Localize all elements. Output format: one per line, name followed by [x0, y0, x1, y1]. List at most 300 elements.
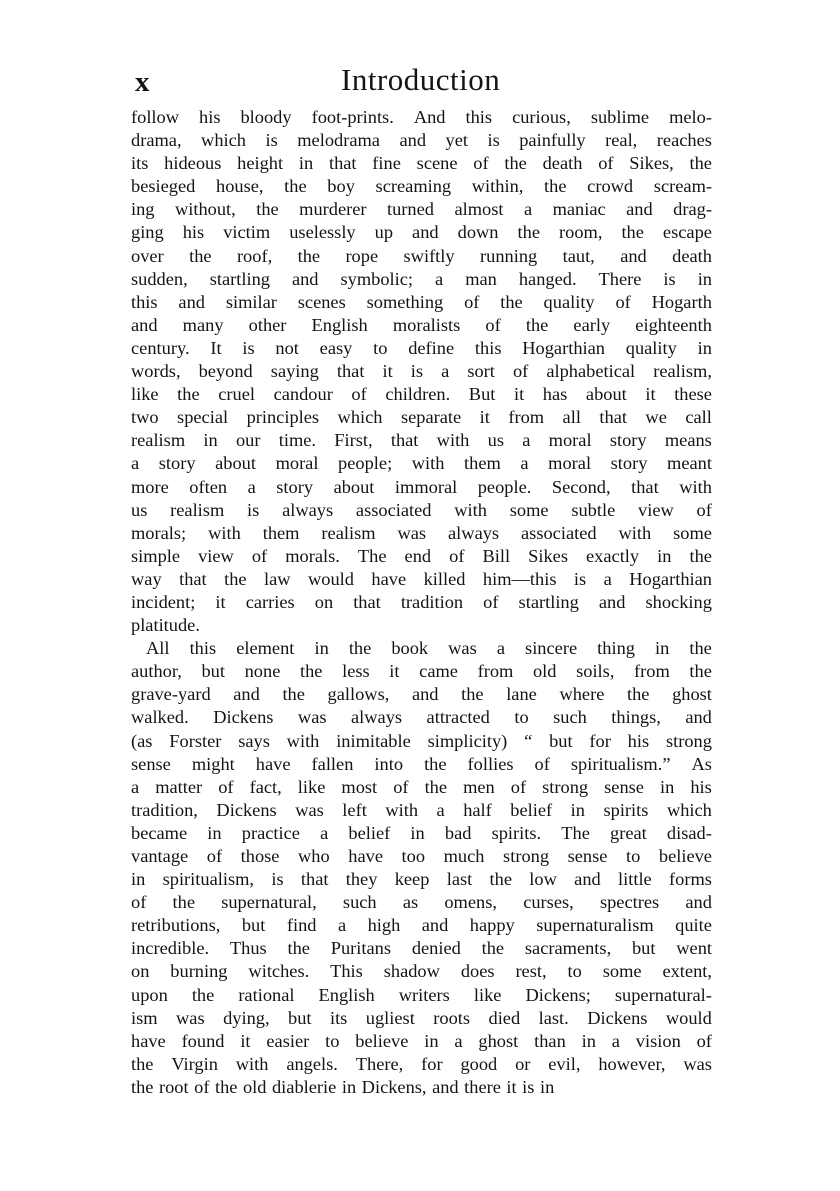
word: Bill	[482, 545, 511, 566]
word: keep	[394, 869, 430, 890]
word: follies	[467, 753, 514, 774]
word: a	[435, 268, 444, 289]
word: a	[603, 568, 612, 589]
word: is	[487, 130, 500, 151]
word: morals.	[285, 545, 340, 566]
word: might	[191, 753, 235, 774]
word: great	[610, 822, 647, 843]
word: grave-yard	[131, 684, 211, 705]
word: and	[574, 869, 601, 890]
word: English	[318, 984, 375, 1005]
word: the	[481, 938, 505, 959]
word: the	[172, 892, 195, 913]
word: dying,	[223, 1007, 270, 1028]
word: carries	[245, 591, 295, 612]
word: and	[399, 130, 427, 151]
word: roof,	[236, 245, 273, 266]
word: moral	[548, 430, 592, 451]
word: alphabetical	[546, 361, 636, 382]
word: it	[382, 361, 393, 382]
word: have	[348, 846, 383, 866]
word: This	[330, 961, 363, 982]
word: upon	[131, 984, 168, 1005]
word: however,	[598, 1053, 666, 1074]
word: of	[485, 314, 501, 335]
word: most	[341, 776, 378, 797]
word: a	[131, 776, 140, 797]
word: walked.	[131, 707, 189, 728]
word: those	[240, 846, 280, 866]
word: in	[697, 268, 712, 289]
text-line	[131, 706, 712, 729]
word: curious,	[512, 107, 571, 127]
word: and	[685, 892, 712, 913]
word: from	[508, 407, 545, 428]
word: and	[620, 245, 647, 266]
word: it	[389, 661, 400, 682]
word: on	[314, 591, 334, 612]
word: to	[514, 707, 529, 728]
word: cruel	[218, 384, 255, 405]
word: with	[454, 499, 487, 520]
word: went	[676, 938, 712, 959]
word: subtle	[571, 499, 616, 520]
word: it	[506, 1076, 517, 1097]
word: room,	[559, 222, 603, 243]
text-line	[131, 129, 712, 152]
word: forms	[669, 869, 712, 890]
word: Forster	[169, 730, 222, 751]
word: principles	[246, 407, 320, 428]
word: the	[544, 176, 567, 197]
page-header	[131, 62, 712, 106]
word: startling	[209, 268, 270, 289]
word: associated	[355, 499, 432, 520]
word: much	[443, 846, 485, 866]
word: extent,	[662, 961, 712, 982]
word: them	[262, 522, 300, 543]
word: realism,	[653, 361, 712, 382]
word: with	[385, 799, 419, 820]
word: ing	[131, 199, 155, 220]
word: Sikes	[528, 545, 568, 566]
word: them	[464, 453, 501, 474]
word: fine	[372, 153, 401, 174]
word: lane	[506, 684, 537, 705]
word: attracted	[426, 707, 490, 728]
word: realism	[131, 430, 186, 451]
word: boy	[327, 176, 355, 197]
word: all	[562, 407, 581, 428]
word: his	[627, 730, 650, 751]
word: supernaturalism	[536, 915, 654, 936]
word: it	[513, 384, 525, 405]
word: murderer	[299, 199, 367, 220]
word: witches.	[248, 961, 310, 982]
text-line	[131, 799, 712, 822]
word: the	[626, 684, 650, 705]
word: that	[179, 568, 207, 589]
text-line	[131, 360, 712, 383]
word: always	[351, 707, 403, 728]
word: ging	[131, 222, 164, 243]
word: inimitable	[336, 730, 411, 751]
word: Hogarthian	[522, 337, 605, 358]
word: the	[689, 638, 712, 659]
word: taut,	[562, 245, 595, 266]
word: little	[618, 869, 652, 890]
word: and	[233, 684, 260, 705]
word: is	[410, 361, 424, 382]
text-line	[131, 1030, 712, 1053]
word: some	[673, 522, 712, 543]
word: the	[424, 776, 448, 797]
word: ism	[131, 1007, 158, 1028]
word: but	[201, 661, 225, 682]
word: time.	[278, 430, 317, 451]
word: in	[657, 545, 672, 566]
word: that	[599, 407, 627, 428]
word: in	[655, 638, 670, 659]
word: in	[207, 822, 222, 843]
word: people;	[338, 453, 393, 474]
word: and	[432, 1076, 459, 1097]
word: more	[131, 476, 169, 497]
word: without,	[174, 199, 236, 220]
word: in	[697, 337, 712, 358]
text-line	[131, 960, 712, 983]
word: for	[421, 1053, 443, 1074]
word: not	[275, 337, 299, 358]
word: a	[523, 199, 533, 220]
word: which	[666, 799, 712, 820]
word: shadow	[383, 961, 440, 982]
word: which	[337, 407, 383, 428]
word: within,	[471, 176, 524, 197]
word: There,	[355, 1053, 404, 1074]
word: almost	[454, 199, 504, 220]
word: is	[573, 568, 587, 589]
word: but	[241, 915, 266, 936]
word: It	[210, 337, 222, 358]
word: escape	[662, 222, 712, 243]
word: about	[333, 476, 375, 497]
word: and	[626, 199, 653, 220]
word: about	[585, 384, 627, 405]
word: foot-prints.	[311, 107, 394, 127]
word: was	[683, 1053, 712, 1074]
word: Puritans	[330, 938, 392, 959]
word: simplicity)	[427, 730, 508, 751]
word: his	[199, 107, 221, 127]
text-line	[131, 637, 712, 660]
word: story	[610, 453, 648, 474]
word: became	[131, 822, 188, 843]
word: crowd	[587, 176, 634, 197]
word: spectres	[599, 892, 660, 913]
word: a	[520, 453, 529, 474]
word: have	[371, 568, 407, 589]
word: associated	[521, 522, 597, 543]
word: other	[248, 314, 287, 335]
text-line	[131, 683, 712, 706]
word: that	[390, 430, 419, 451]
word: beyond	[198, 361, 253, 382]
word: of	[251, 545, 268, 566]
word: retributions,	[131, 915, 221, 936]
word: over	[131, 245, 164, 266]
word: Dickens,	[361, 1076, 427, 1097]
word: matter	[155, 776, 203, 797]
word: easy	[319, 337, 353, 358]
word: and	[598, 591, 626, 612]
word: strong	[542, 776, 589, 797]
word: the	[177, 384, 200, 405]
word: a	[247, 476, 256, 497]
word: the	[224, 568, 247, 589]
word: But	[468, 384, 496, 405]
text-line	[131, 406, 712, 429]
text-line	[131, 429, 712, 452]
word: angels.	[286, 1053, 338, 1074]
word: exactly	[586, 545, 640, 566]
text-line	[131, 175, 712, 198]
text-line	[131, 476, 712, 499]
word: view	[638, 499, 674, 520]
word: screaming	[375, 176, 452, 197]
word: is	[271, 869, 284, 890]
word: half	[463, 799, 492, 820]
word: into	[374, 753, 404, 774]
word: the	[689, 545, 712, 566]
word: swiftly	[403, 245, 455, 266]
word: a	[441, 361, 450, 382]
word: on	[131, 961, 150, 982]
text-line	[131, 499, 712, 522]
word: in	[131, 869, 146, 890]
word: who	[298, 846, 330, 866]
word: which	[201, 130, 246, 151]
word: of	[449, 545, 465, 566]
word: the	[287, 938, 310, 959]
word: rest,	[515, 961, 547, 982]
word: easier	[266, 1030, 310, 1051]
word: Dickens;	[525, 984, 591, 1005]
word: author,	[131, 661, 182, 682]
text-line	[131, 845, 712, 868]
word: of	[393, 776, 409, 797]
word: they	[345, 869, 378, 890]
word: a	[131, 453, 140, 474]
word: people.	[477, 476, 532, 497]
word: to	[567, 961, 582, 982]
word: tradition,	[131, 799, 198, 820]
word: sense	[604, 776, 644, 797]
word: its	[329, 1007, 348, 1028]
word: things,	[611, 707, 661, 728]
word: does	[460, 961, 495, 982]
word: quality	[543, 291, 595, 312]
word: sublime	[590, 107, 650, 127]
word: the	[517, 222, 540, 243]
word: early	[573, 314, 611, 335]
word: sense	[567, 846, 608, 866]
word: quite	[675, 915, 712, 936]
word: denied	[411, 938, 461, 959]
word: in	[314, 638, 329, 659]
word: the	[299, 661, 323, 682]
word: of	[218, 776, 234, 797]
word: simple	[131, 545, 181, 566]
word: killed	[423, 568, 466, 589]
word: the	[504, 153, 527, 174]
word: our	[235, 430, 261, 451]
word: none	[244, 661, 281, 682]
word: some	[602, 961, 642, 982]
text-line	[131, 1053, 712, 1076]
word: in	[341, 1076, 357, 1097]
word: death	[542, 153, 583, 174]
word: with	[618, 522, 652, 543]
word: the	[689, 153, 712, 174]
word: drama,	[131, 130, 182, 151]
word: melodrama	[297, 130, 380, 151]
word: thing	[597, 638, 635, 659]
word: this	[189, 638, 217, 659]
word: story	[158, 453, 196, 474]
word: up	[374, 222, 394, 243]
word: As	[691, 753, 712, 774]
word: there	[464, 1076, 501, 1097]
text-line	[131, 452, 712, 475]
text-line	[131, 337, 712, 360]
word: it	[645, 384, 656, 405]
word: drag-	[673, 199, 712, 220]
word: bad	[444, 822, 472, 843]
word: ugliest	[365, 1007, 415, 1028]
word: scene	[416, 153, 458, 174]
text-line	[131, 730, 712, 753]
word: and	[412, 222, 439, 243]
text-line	[131, 245, 712, 268]
book-page	[131, 62, 712, 1099]
word: story	[276, 476, 314, 497]
text-line	[131, 891, 712, 914]
text-line	[131, 568, 712, 591]
word: a	[436, 799, 445, 820]
word: spirits	[603, 799, 649, 820]
word: with	[208, 522, 241, 543]
word: gallows,	[327, 684, 390, 705]
word: incident;	[131, 591, 196, 612]
word: the	[348, 638, 372, 659]
word: the	[214, 1076, 238, 1097]
word: height	[237, 153, 284, 174]
word: the	[284, 176, 307, 197]
word: these	[674, 384, 712, 405]
word: always	[448, 522, 500, 543]
text-line	[131, 914, 712, 937]
word: two	[131, 407, 159, 428]
word: is	[663, 268, 676, 289]
word: many	[182, 314, 224, 335]
word: for	[589, 730, 611, 751]
word: high	[367, 915, 401, 936]
word: belief	[510, 799, 553, 820]
word: this	[131, 291, 158, 312]
word: this	[465, 107, 493, 127]
word: moral	[548, 453, 592, 474]
word: law	[264, 568, 291, 589]
word: would	[308, 568, 354, 589]
word: fact,	[249, 776, 282, 797]
word: in	[298, 153, 314, 174]
word: the	[191, 984, 215, 1005]
word: has	[542, 384, 568, 405]
word: besieged	[131, 176, 196, 197]
word: spiritualism,	[162, 869, 255, 890]
word: ghost	[672, 684, 712, 705]
text-line	[131, 822, 712, 845]
word: Sikes,	[629, 153, 674, 174]
word: would	[665, 1007, 712, 1028]
word: the	[500, 291, 523, 312]
text-line	[131, 1076, 712, 1099]
word: always	[282, 499, 334, 520]
word: supernatural-	[614, 984, 712, 1005]
word: follow	[131, 107, 180, 127]
word: him—this	[482, 568, 557, 589]
word: the	[131, 1076, 154, 1097]
word: century.	[131, 337, 190, 358]
word: believe	[658, 846, 712, 866]
word: about	[215, 453, 256, 474]
word: have	[131, 1030, 166, 1051]
word: First,	[334, 430, 373, 451]
word: scenes	[297, 291, 346, 312]
word: and	[411, 684, 439, 705]
word: the	[297, 245, 321, 266]
word: of	[696, 499, 712, 520]
word: that	[328, 153, 357, 174]
word: running	[480, 245, 538, 266]
word: that	[631, 476, 659, 497]
word: symbolic;	[340, 268, 414, 289]
word: men	[463, 776, 495, 797]
word: morals;	[131, 522, 187, 543]
text-line	[131, 291, 712, 314]
word: separate	[400, 407, 462, 428]
word: a	[320, 822, 329, 843]
word: painfully	[519, 130, 586, 151]
word: with	[286, 730, 320, 751]
word: soils,	[576, 661, 615, 682]
word: where	[559, 684, 605, 705]
word: real,	[605, 130, 638, 151]
word: saying	[270, 361, 319, 382]
word: of	[510, 776, 527, 797]
word: to	[325, 1030, 340, 1051]
word: realism	[321, 522, 376, 543]
word: platitude.	[131, 615, 200, 636]
word: the	[461, 684, 484, 705]
word: find	[286, 915, 317, 936]
word: believe	[355, 1030, 409, 1051]
word: root	[158, 1076, 189, 1097]
word: scream-	[653, 176, 712, 197]
word: or	[515, 1053, 531, 1074]
word: it	[479, 407, 490, 428]
